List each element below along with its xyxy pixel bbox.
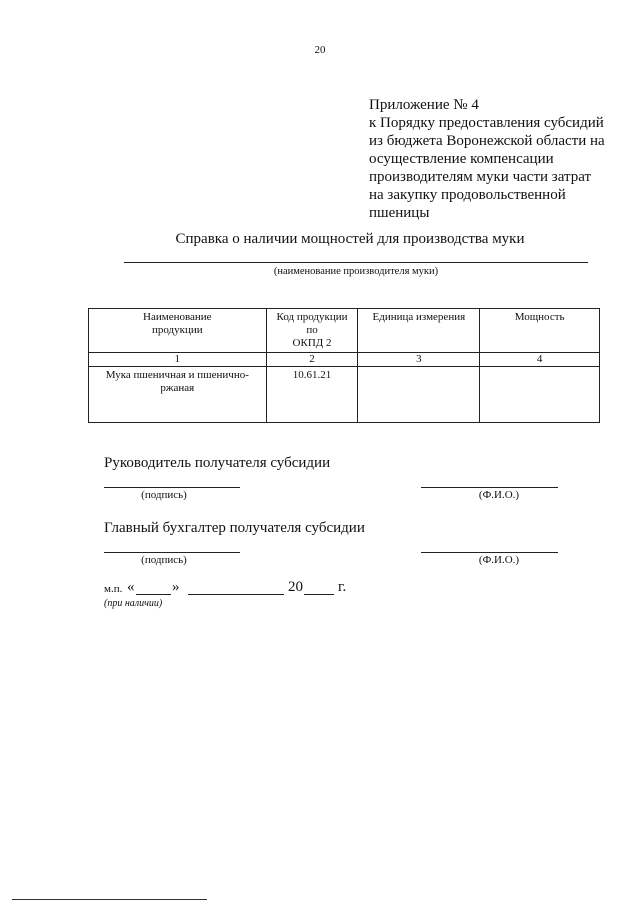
column-number: 3 <box>358 353 480 367</box>
header-product-code <box>266 309 358 353</box>
header-capacity: Мощность <box>480 309 600 353</box>
table-row <box>89 367 600 423</box>
header-line: Код продукции <box>276 311 348 323</box>
head-fio-caption: (Ф.И.О.) <box>478 489 520 501</box>
capacity-cell <box>480 367 600 423</box>
header-line: ОКПД 2 <box>292 337 332 349</box>
capacity-table <box>88 308 600 423</box>
producer-name-line <box>124 262 588 263</box>
header-product-name <box>89 309 267 353</box>
unit-cell <box>358 367 480 423</box>
producer-caption: (наименование производителя муки) <box>273 266 439 277</box>
head-signature-caption: (подпись) <box>141 489 187 501</box>
header-line: Наименование <box>143 311 212 323</box>
stamp-note: (при наличии) <box>104 598 163 609</box>
header-line: продукции <box>151 324 203 336</box>
appendix-line: производителям муки части затрат <box>369 169 592 185</box>
date-year-blank <box>304 594 334 595</box>
accountant-fio-line <box>421 552 558 553</box>
product-name-cell <box>89 367 267 423</box>
date-month-blank <box>188 594 284 595</box>
document-title: Справка о наличии мощностей для производства муки <box>175 231 525 247</box>
product-name-line: ржаная <box>160 382 195 394</box>
table-number-row <box>89 353 600 367</box>
stamp-mp: м.п. <box>104 583 123 595</box>
date-close-quote: » <box>172 579 180 595</box>
product-name-line: Мука пшеничная и пшенично- <box>105 369 249 381</box>
appendix-line: на закупку продовольственной <box>369 187 566 203</box>
column-number: 2 <box>266 353 358 367</box>
appendix-line: пшеницы <box>369 205 430 221</box>
header-unit: Единица измерения <box>358 309 480 353</box>
head-signature-line <box>104 487 240 488</box>
date-day-blank <box>136 594 171 595</box>
date-year-suffix: г. <box>338 579 347 595</box>
accountant-signature-caption: (подпись) <box>141 554 187 566</box>
table-header-row <box>89 309 600 353</box>
date-year-prefix: 20 <box>288 579 303 595</box>
page-number: 20 <box>314 44 326 56</box>
appendix-line: осуществление компенсации <box>369 151 554 167</box>
column-number: 4 <box>480 353 600 367</box>
accountant-fio-caption: (Ф.И.О.) <box>478 554 520 566</box>
header-line: по <box>306 324 318 336</box>
appendix-header <box>369 96 639 222</box>
accountant-signature-line <box>104 552 240 553</box>
head-label: Руководитель получателя субсидии <box>104 455 331 471</box>
footnote-line <box>12 899 207 900</box>
product-code-cell: 10.61.21 <box>266 367 358 423</box>
head-fio-line <box>421 487 558 488</box>
date-open-quote: « <box>127 579 135 595</box>
appendix-line: из бюджета Воронежской области на <box>369 133 605 149</box>
appendix-line: к Порядку предоставления субсидий <box>369 115 604 131</box>
accountant-label: Главный бухгалтер получателя субсидии <box>104 520 365 536</box>
appendix-line: Приложение № 4 <box>369 97 479 113</box>
column-number: 1 <box>89 353 267 367</box>
